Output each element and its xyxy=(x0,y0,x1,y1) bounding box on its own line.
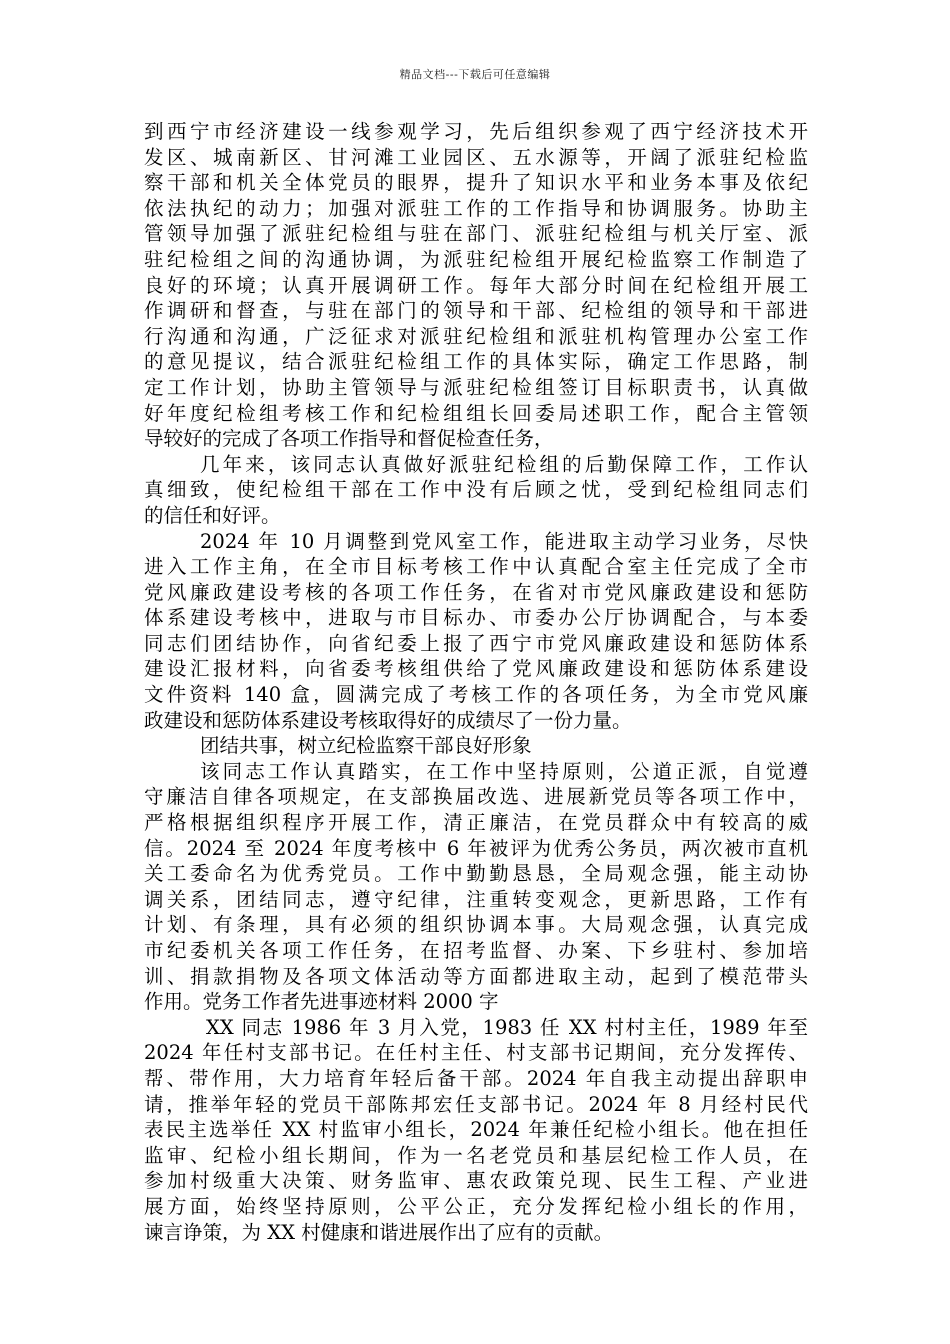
text-line: 关工委命名为优秀党员。工作中勤勤恳恳，全局观念强，能主动协 xyxy=(144,862,808,886)
text-line: 2024 年 10 月调整到党风室工作，能进取主动学习业务，尽快 xyxy=(200,529,808,553)
text-line: 体系建设考核中，进取与市目标办、市委办公厅协调配合，与本委 xyxy=(144,606,808,630)
text-line: 政建设和惩防体系建设考核取得好的成绩尽了一份力量。 xyxy=(144,708,632,732)
text-line: 作调研和督查，与驻在部门的领导和干部、纪检组的领导和干部进 xyxy=(144,299,808,323)
paragraph xyxy=(144,759,808,1015)
text-line: 严格根据组织程序开展工作，清正廉洁，在党员群众中有较高的威 xyxy=(144,811,808,835)
text-line: XX 同志 1986 年 3 月入党，1983 任 XX 村村主任，1989 年至 xyxy=(206,1015,808,1039)
paragraph xyxy=(144,1015,808,1245)
text-line: 文件资料 140 盒，圆满完成了考核工作的各项任务，为全市党风廉 xyxy=(144,683,808,707)
text-line: 的信任和好评。 xyxy=(144,503,281,527)
text-line: 展方面，始终坚持原则，公平公正，充分发挥纪检小组长的作用， xyxy=(144,1194,808,1218)
text-line: 计划、有条理，具有必须的组织协调本事。大局观念强，认真完成 xyxy=(144,913,808,937)
paragraph xyxy=(144,733,808,759)
text-line: 守廉洁自律各项规定，在支部换届改选、进展新党员等各项工作中， xyxy=(144,785,808,809)
paragraph xyxy=(144,452,808,529)
text-line: 良好的环境；认真开展调研工作。每年大部分时间在纪检组开展工 xyxy=(144,273,808,297)
text-line: 谏言诤策，为 XX 村健康和谐进展作出了应有的贡献。 xyxy=(144,1220,614,1244)
text-line: 进入工作主角，在全市目标考核工作中认真配合室主任完成了全市 xyxy=(144,555,808,579)
text-line: 信。2024 至 2024 年度考核中 6 年被评为优秀公务员，两次被市直机 xyxy=(144,836,808,860)
text-line: 作用。党务工作者先进事迹材料 2000 字 xyxy=(144,990,499,1014)
text-line: 表民主选举任 XX 村监审小组长，2024 年兼任纪检小组长。他在担任 xyxy=(144,1118,808,1142)
text-line: 该同志工作认真踏实，在工作中坚持原则，公道正派，自觉遵 xyxy=(200,759,808,783)
page-header: 精品文档---下载后可任意编辑 xyxy=(399,68,551,81)
text-line: 请，推举年轻的党员干部陈邦宏任支部书记。2024 年 8 月经村民代 xyxy=(144,1092,808,1116)
text-line: 市纪委机关各项工作任务，在招考监督、办案、下乡驻村、参加培 xyxy=(144,939,808,962)
text-line: 管领导加强了派驻纪检组与驻在部门、派驻纪检组与机关厅室、派 xyxy=(144,222,808,246)
text-line: 训、捐款捐物及各项文体活动等方面都进取主动，起到了模范带头 xyxy=(144,964,808,988)
text-line: 真细致，使纪检组干部在工作中没有后顾之忧，受到纪检组同志们 xyxy=(144,478,808,502)
text-line: 依法执纪的动力；加强对派驻工作的工作指导和协调服务。协助主 xyxy=(144,196,808,220)
text-line: 帮、带作用，大力培育年轻后备干部。2024 年自我主动提出辞职申 xyxy=(144,1066,808,1090)
text-line: 团结共事，树立纪检监察干部良好形象 xyxy=(200,734,532,758)
text-line: 到西宁市经济建设一线参观学习，先后组织参观了西宁经济技术开 xyxy=(144,120,808,143)
text-line: 察干部和机关全体党员的眼界，提升了知识水平和业务本事及依纪 xyxy=(144,171,808,195)
text-line: 发区、城南新区、甘河滩工业园区、五水源等，开阔了派驻纪检监 xyxy=(144,145,808,169)
text-line: 同志们团结协作，向省纪委上报了西宁市党风廉政建设和惩防体系 xyxy=(144,631,808,655)
text-line: 驻纪检组之间的沟通协调，为派驻纪检组开展纪检监察工作制造了 xyxy=(144,247,808,271)
text-line: 调关系，团结同志，遵守纪律，注重转变观念，更新思路，工作有 xyxy=(144,887,808,911)
text-line: 建设汇报材料，向省委考核组供给了党风廉政建设和惩防体系建设 xyxy=(144,657,808,681)
paragraph xyxy=(144,119,808,452)
text-line: 党风廉政建设考核的各项工作任务，在省对市党风廉政建设和惩防 xyxy=(144,580,808,604)
document-body xyxy=(144,119,808,1245)
text-line: 2024 年任村支部书记。在任村主任、村支部书记期间，充分发挥传、 xyxy=(144,1041,808,1065)
text-line: 几年来，该同志认真做好派驻纪检组的后勤保障工作，工作认 xyxy=(200,452,808,476)
text-line: 定工作计划，协助主管领导与派驻纪检组签订目标职责书，认真做 xyxy=(144,375,808,399)
text-line: 好年度纪检组考核工作和纪检组组长回委局述职工作，配合主管领 xyxy=(144,401,808,425)
paragraph xyxy=(144,529,808,734)
text-line: 监审、纪检小组长期间，作为一名老党员和基层纪检工作人员，在 xyxy=(144,1143,808,1167)
text-line: 参加村级重大决策、财务监审、惠农政策兑现、民生工程、产业进 xyxy=(144,1169,808,1193)
text-line: 行沟通和沟通，广泛征求对派驻纪检组和派驻机构管理办公室工作 xyxy=(144,324,808,348)
text-line: 的意见提议，结合派驻纪检组工作的具体实际，确定工作思路，制 xyxy=(144,350,808,374)
text-line: 导较好的完成了各项工作指导和督促检查任务， xyxy=(144,427,554,451)
